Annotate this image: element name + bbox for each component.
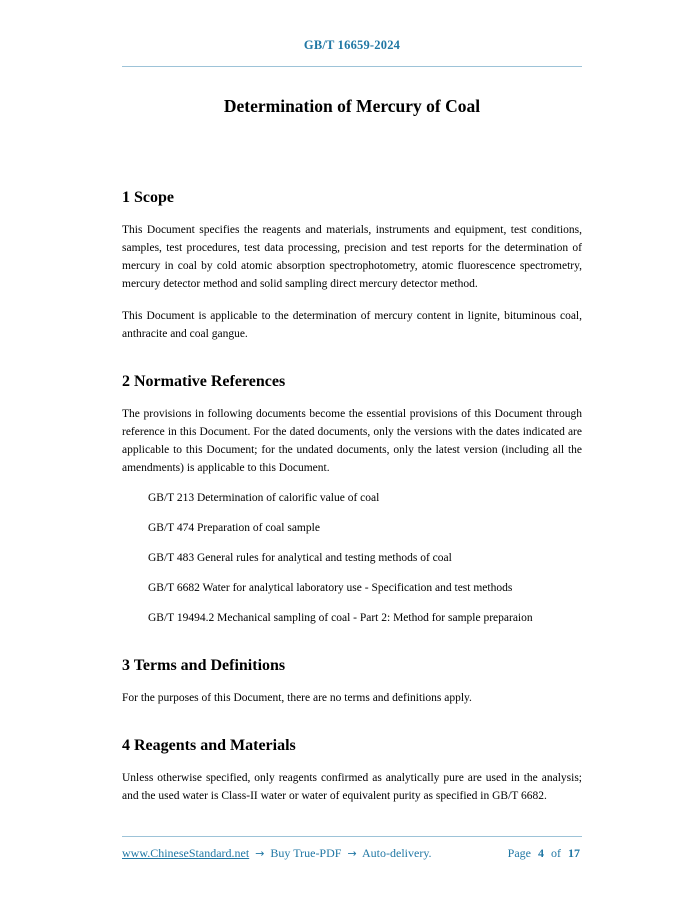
- paragraph: This Document specifies the reagents and materials, instruments and equipment, test conditions, samples, test procedures, test data processing, precision and test reports for the determination of mercury in coal by cold atomic absorption spectrophotometry, atomic fluorescence spectrometry, mercury detector method and solid sampling direct mercury detector method.: [122, 224, 582, 290]
- of-label: of: [551, 846, 561, 860]
- arrow-icon: →: [347, 847, 357, 860]
- standard-number: GB/T 16659-2024: [303, 38, 401, 52]
- reference-item: GB/T 19494.2 Mechanical sampling of coal - Part 2: Method for sample preparaion: [148, 612, 533, 624]
- reference-item: GB/T 6682 Water for analytical laboratory use - Specification and test methods: [148, 582, 513, 594]
- section-heading-terms-definitions: 3 Terms and Definitions: [122, 657, 286, 674]
- paragraph: Unless otherwise specified, only reagents confirmed as analytically pure are used in the analysis; and the used water is Class-II water or water of equivalent purity as specified in GB/T 6682.: [122, 772, 582, 802]
- section-heading-normative-references: 2 Normative References: [122, 373, 286, 390]
- reference-item: GB/T 483 General rules for analytical and testing methods of coal: [148, 552, 452, 564]
- arrow-icon: →: [255, 847, 265, 860]
- section-terms-definitions: [122, 657, 582, 707]
- website-link[interactable]: www.ChineseStandard.net: [122, 846, 250, 860]
- footer-buy-text: Buy True-PDF: [270, 846, 342, 860]
- page-label: Page: [507, 846, 531, 860]
- footer-links: [122, 846, 432, 861]
- page-number: 4: [538, 846, 544, 860]
- document-footer: [122, 836, 582, 861]
- header-divider: [122, 66, 582, 67]
- section-reagents-materials: [122, 737, 582, 805]
- section-normative-references: [122, 373, 582, 627]
- document-header: [122, 38, 582, 67]
- section-heading-scope: 1 Scope: [122, 189, 174, 206]
- total-pages: 17: [568, 846, 580, 860]
- paragraph: The provisions in following documents become the essential provisions of this Document through reference in this Document. For the dated documents, only the versions with the dates indicated are applicable to this Document; for the undated documents, only the latest version (including all the amendments) is applicable to this Document.: [122, 408, 582, 474]
- document-title: Determination of Mercury of Coal: [223, 96, 481, 116]
- paragraph: This Document is applicable to the determination of mercury content in lignite, bituminous coal, anthracite and coal gangue.: [122, 310, 582, 340]
- paragraph: For the purposes of this Document, there are no terms and definitions apply.: [122, 692, 472, 704]
- reference-item: GB/T 213 Determination of calorific value of coal: [148, 492, 380, 504]
- reference-item: GB/T 474 Preparation of coal sample: [148, 522, 320, 534]
- footer-delivery-text: Auto-delivery.: [362, 846, 432, 860]
- section-heading-reagents-materials: 4 Reagents and Materials: [122, 737, 296, 754]
- page-indicator: [506, 846, 582, 861]
- section-scope: [122, 189, 582, 343]
